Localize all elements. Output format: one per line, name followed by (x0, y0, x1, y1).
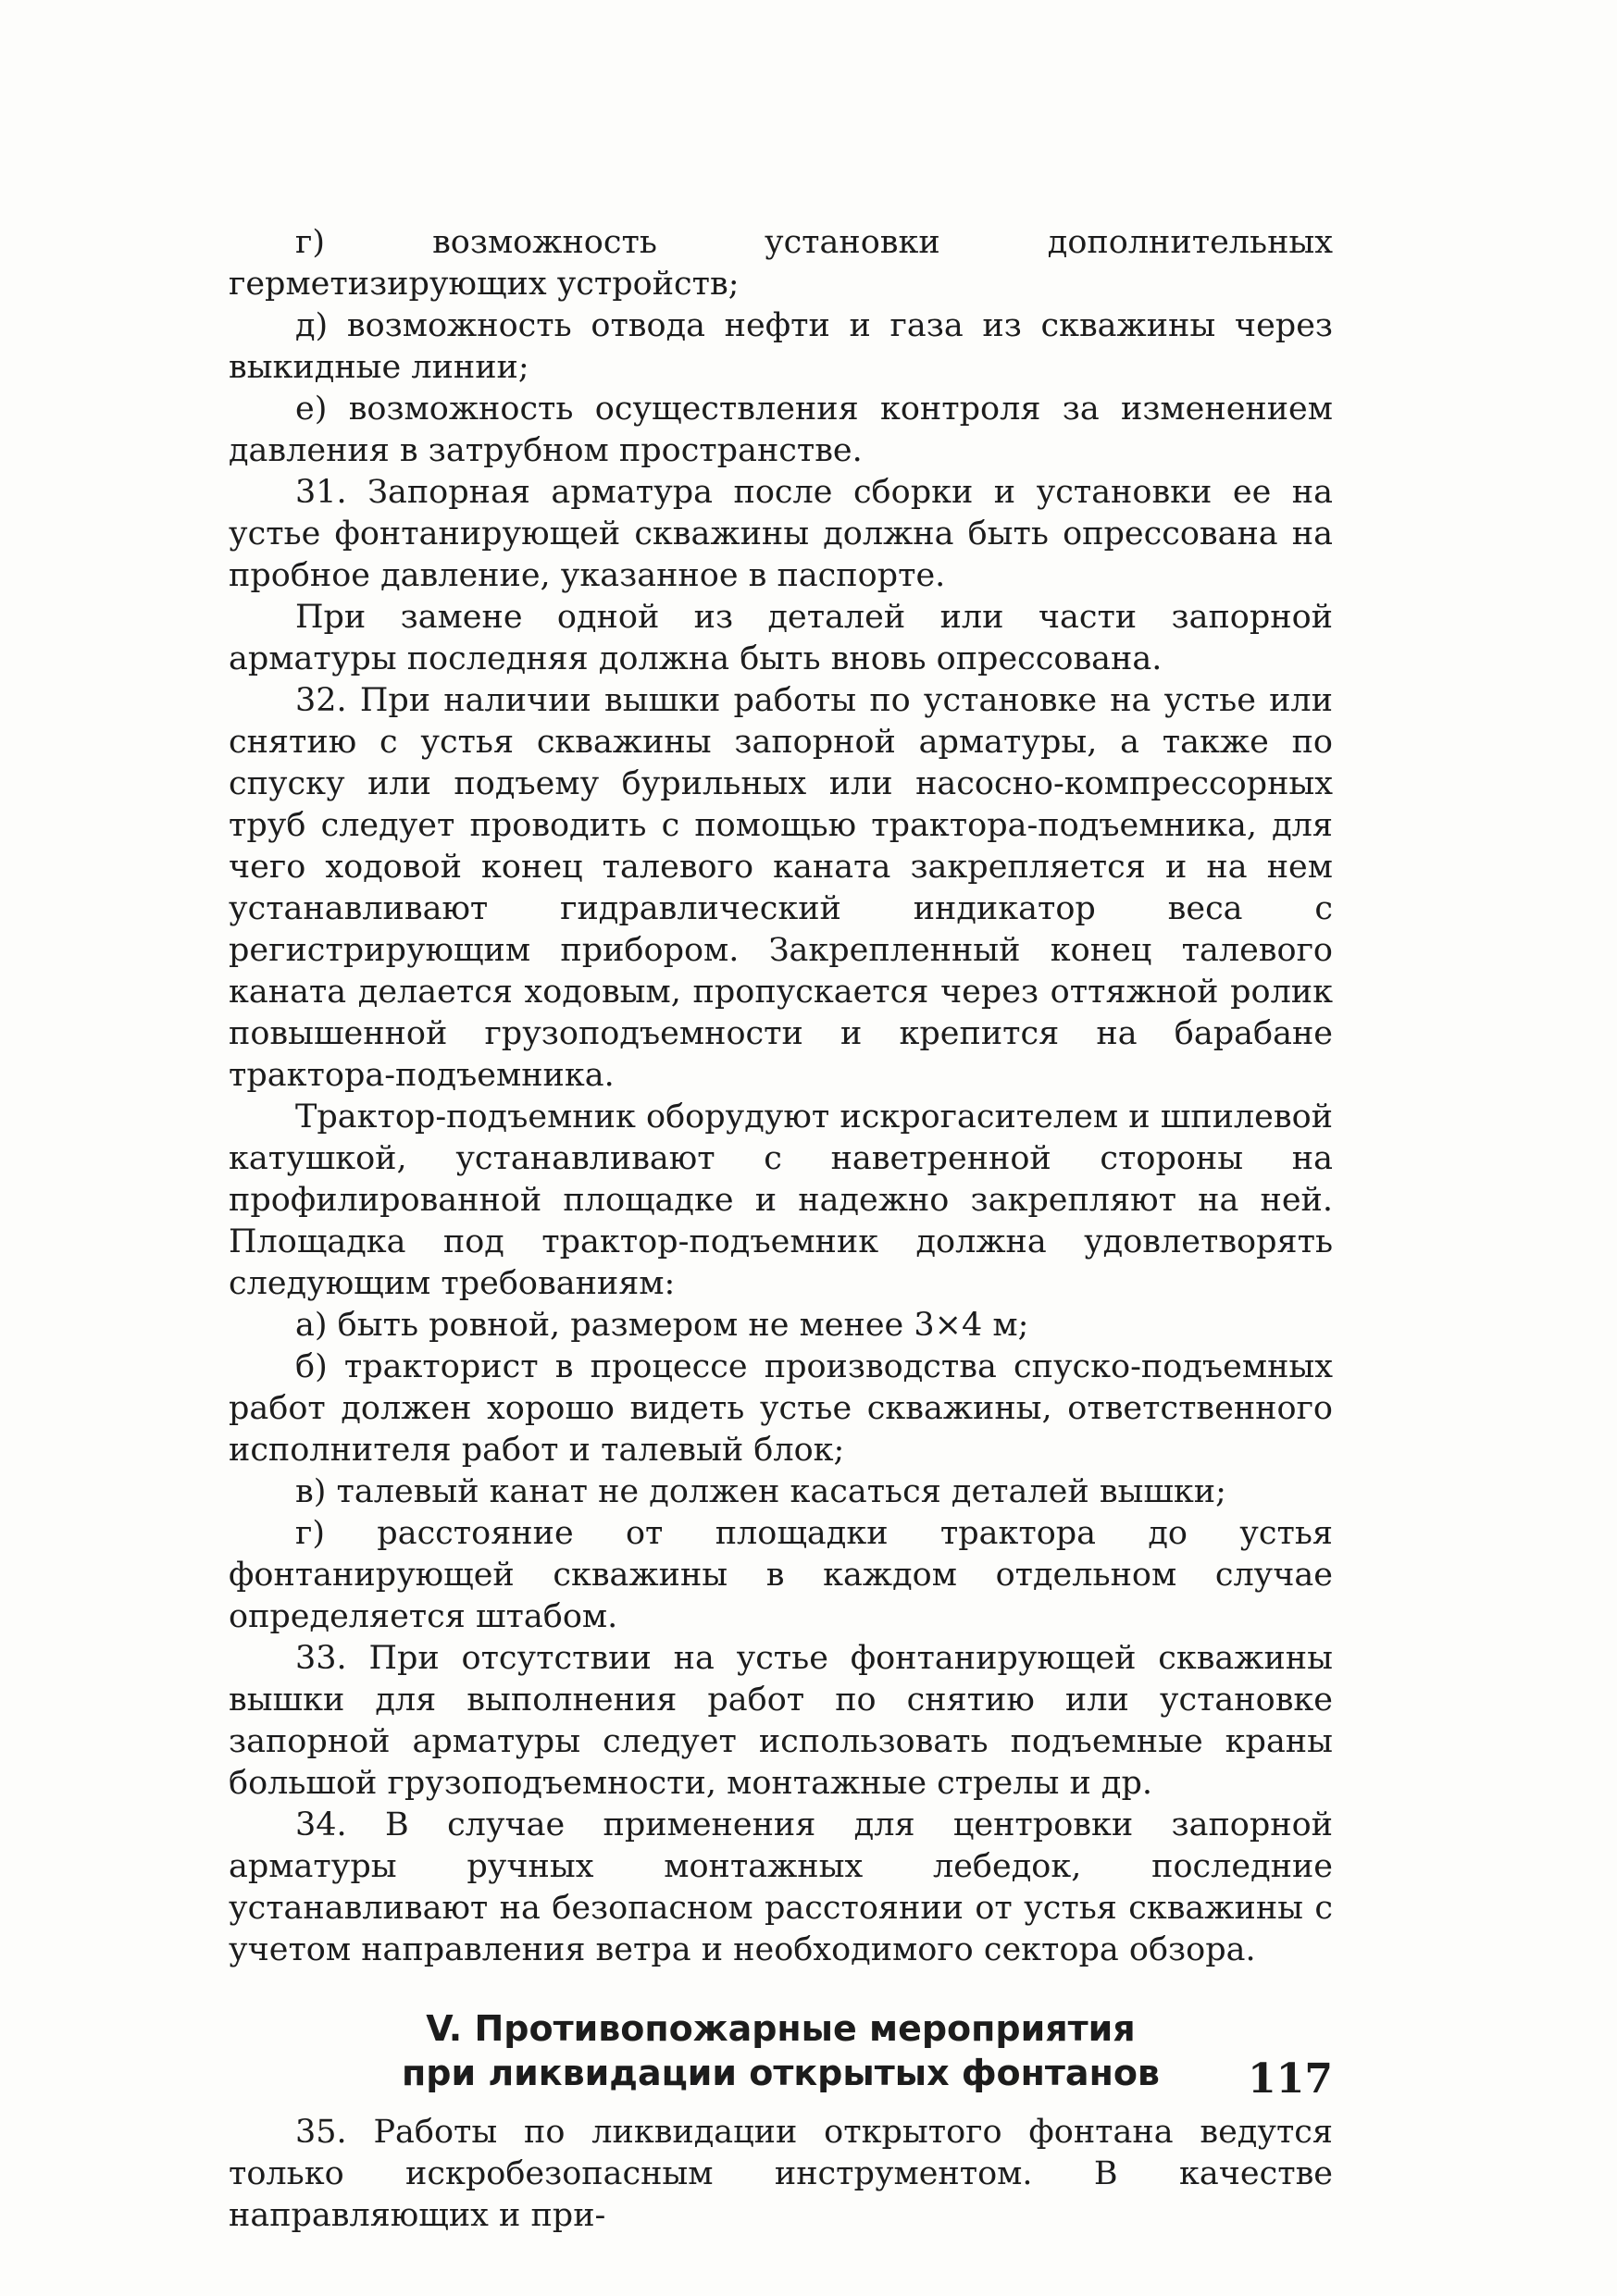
paragraph-g-sealing-devices: г) возможность установки дополнительных герметизирующих устройств; (229, 224, 1333, 303)
body-text (229, 222, 1333, 2237)
paragraph-e-pressure-control: е) возможность осуществления контроля за изменением давления в затрубном пространстве. (229, 391, 1333, 469)
paragraph-32-a: а) быть ровной, размером не менее 3×4 м; (295, 1307, 1029, 1344)
paragraph-33: 33. При отсутствии на устье фонтанирующей скважины вышки для выполнения работ по снятию или установке запорной арматуры следует использовать подъемные краны большой грузоподъемности, монтажные стрелы и др. (229, 1640, 1333, 1802)
paragraph-34: 34. В случае применения для центровки запорной арматуры ручных монтажных лебедок, последние устанавливают на безопасном расстоянии от устья скважины с учетом направления ветра и необходимого сектора обзора. (229, 1806, 1333, 1968)
paragraph-31: 31. Запорная арматура после сборки и установки ее на устье фонтанирующей скважины должна быть опрессована на пробное давление, указанное в паспорте. (229, 474, 1333, 594)
paragraph-32-v: в) талевый канат не должен касаться деталей вышки; (295, 1473, 1226, 1510)
section-heading-line-2: при ликвидации открытых фонтанов (402, 2053, 1160, 2093)
paragraph-35: 35. Работы по ликвидации открытого фонтана ведутся только искробезопасным инструментом. В качестве направляющих и при- (229, 2114, 1333, 2234)
paragraph-d-flow-lines: д) возможность отвода нефти и газа из скважины через выкидные линии; (229, 307, 1333, 386)
paragraph-32: 32. При наличии вышки работы по установке на устье или снятию с устья скважины запорной арматуры, а также по спуску или подъему бурильных или насосно-компрессорных труб следует проводить с помощью трактора-подъемника, для чего ходовой конец талевого каната закрепляется и на нем устанавливают гидравлический индикатор веса с регистрирующим прибором. Закрепленный конец талевого каната делается ходовым, пропускается через оттяжной ролик повышенной грузоподъемности и крепится на барабане трактора-подъемника. (229, 682, 1333, 1094)
section-heading-line-1: V. Противопожарные мероприятия (426, 2008, 1136, 2049)
section-heading (229, 2006, 1333, 2095)
paragraph-32-b: б) тракторист в процессе производства спуско-подъемных работ должен хорошо видеть устье скважины, ответственного исполнителя работ и талевый блок; (229, 1348, 1333, 1469)
paragraph-32-g: г) расстояние от площадки трактора до устья фонтанирующей скважины в каждом отдельном случае определяется штабом. (229, 1515, 1333, 1635)
paragraph-32-tractor: Трактор-подъемник оборудуют искрогасителем и шпилевой катушкой, устанавливают с наветренной стороны на профилированной площадке и надежно закрепляют на ней. Площадка под трактор-подъемник должна удовлетворять следующим требованиям: (229, 1098, 1333, 1302)
page-number: 117 (1248, 2055, 1333, 2103)
paragraph-31-replacement: При замене одной из деталей или части запорной арматуры последняя должна быть вновь опрессована. (229, 599, 1333, 677)
